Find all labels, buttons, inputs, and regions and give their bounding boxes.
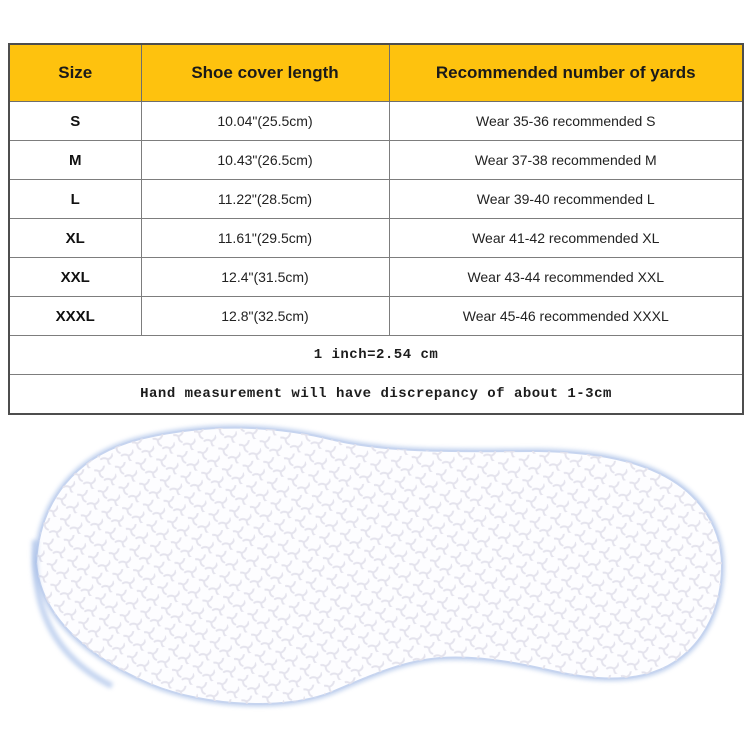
size-cell: XL xyxy=(9,219,141,258)
table-row xyxy=(9,258,743,297)
note-row xyxy=(9,375,743,415)
recommend-cell: Wear 39-40 recommended L xyxy=(389,180,743,219)
measurement-discrepancy-note: Hand measurement will have discrepancy of about 1-3cm xyxy=(9,375,743,415)
recommend-cell: Wear 45-46 recommended XXXL xyxy=(389,297,743,336)
note-row xyxy=(9,336,743,375)
length-cell: 10.04"(25.5cm) xyxy=(141,102,389,141)
recommend-cell: Wear 37-38 recommended M xyxy=(389,141,743,180)
size-cell: M xyxy=(9,141,141,180)
recommend-cell: Wear 35-36 recommended S xyxy=(389,102,743,141)
length-cell: 10.43"(26.5cm) xyxy=(141,141,389,180)
sole-tread-texture xyxy=(36,428,722,704)
table-row xyxy=(9,219,743,258)
col-header-size: Size xyxy=(9,44,141,102)
size-table xyxy=(8,43,744,415)
size-cell: S xyxy=(9,102,141,141)
length-cell: 11.22"(28.5cm) xyxy=(141,180,389,219)
size-cell: XXL xyxy=(9,258,141,297)
table-header-row xyxy=(9,44,743,102)
col-header-length: Shoe cover length xyxy=(141,44,389,102)
recommend-cell: Wear 43-44 recommended XXL xyxy=(389,258,743,297)
length-cell: 12.4"(31.5cm) xyxy=(141,258,389,297)
recommend-cell: Wear 41-42 recommended XL xyxy=(389,219,743,258)
shoe-sole-image xyxy=(0,420,750,730)
shoe-sole-svg xyxy=(0,420,750,730)
table-row xyxy=(9,102,743,141)
size-cell: L xyxy=(9,180,141,219)
table-row xyxy=(9,141,743,180)
length-cell: 12.8"(32.5cm) xyxy=(141,297,389,336)
length-cell: 11.61"(29.5cm) xyxy=(141,219,389,258)
table-row xyxy=(9,180,743,219)
table-row xyxy=(9,297,743,336)
col-header-recommend: Recommended number of yards xyxy=(389,44,743,102)
inch-conversion-note: 1 inch=2.54 cm xyxy=(9,336,743,375)
size-cell: XXXL xyxy=(9,297,141,336)
